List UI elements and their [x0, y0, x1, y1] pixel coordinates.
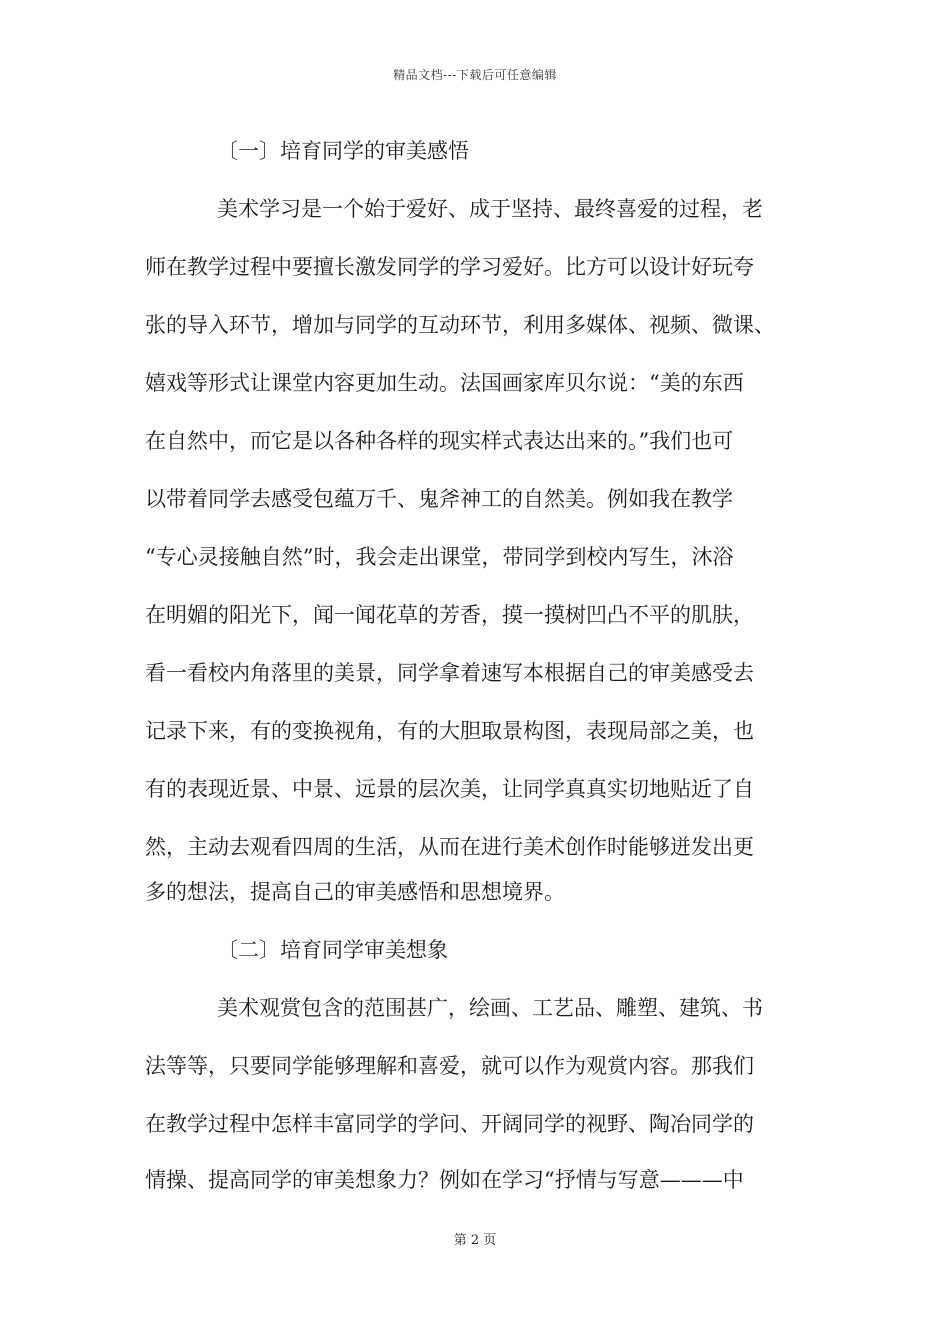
paragraph-line: 有的表现近景、中景、远景的层次美，让同学真真实切地贴近了自	[145, 777, 754, 801]
paragraph-line: 以带着同学去感受包蕴万千、鬼斧神工的自然美。例如我在教学	[145, 487, 733, 511]
paragraph-line: 情操、提高同学的审美想象力？例如在学习“抒情与写意———中	[145, 1168, 744, 1192]
paragraph-line: 记录下来，有的变换视角，有的大胆取景构图，表现局部之美，也	[145, 719, 754, 743]
section-heading-1: 〔一〕培育同学的审美感悟	[217, 139, 469, 163]
paragraph-line: 张的导入环节，增加与同学的互动环节，利用多媒体、视频、微课、	[145, 313, 775, 337]
paragraph-line: 然，主动去观看四周的生活，从而在进行美术创作时能够迸发出更	[145, 835, 754, 859]
paragraph-line: 在教学过程中怎样丰富同学的学问、开阔同学的视野、陶冶同学的	[145, 1112, 754, 1136]
page-number: 第 2 页	[453, 1233, 497, 1248]
paragraph-line: “专心灵接触自然”时，我会走出课堂，带同学到校内写生，沐浴	[145, 545, 734, 569]
paragraph-line: 看一看校内角落里的美景，同学拿着速写本根据自己的审美感受去	[145, 661, 754, 685]
section-heading-2: 〔二〕培育同学审美想象	[217, 938, 448, 962]
paragraph-line: 在自然中，而它是以各种各样的现实样式表达出来的。”我们也可	[145, 429, 734, 453]
paragraph-line: 美术学习是一个始于爱好、成于坚持、最终喜爱的过程，老	[217, 197, 763, 221]
page-header: 精品文档---下载后可任意编辑	[393, 68, 557, 82]
paragraph-line: 师在教学过程中要擅长激发同学的学习爱好。比方可以设计好玩夸	[145, 255, 754, 279]
paragraph-line: 嬉戏等形式让课堂内容更加生动。法国画家库贝尔说：“美的东西	[145, 371, 744, 395]
paragraph-line: 多的想法，提高自己的审美感悟和思想境界。	[145, 880, 565, 904]
paragraph-line: 美术观赏包含的范围甚广，绘画、工艺品、雕塑、建筑、书	[217, 996, 763, 1020]
paragraph-line: 法等等，只要同学能够理解和喜爱，就可以作为观赏内容。那我们	[145, 1054, 754, 1078]
paragraph-line: 在明媚的阳光下，闻一闻花草的芳香，摸一摸树凹凸不平的肌肤，	[145, 603, 754, 627]
